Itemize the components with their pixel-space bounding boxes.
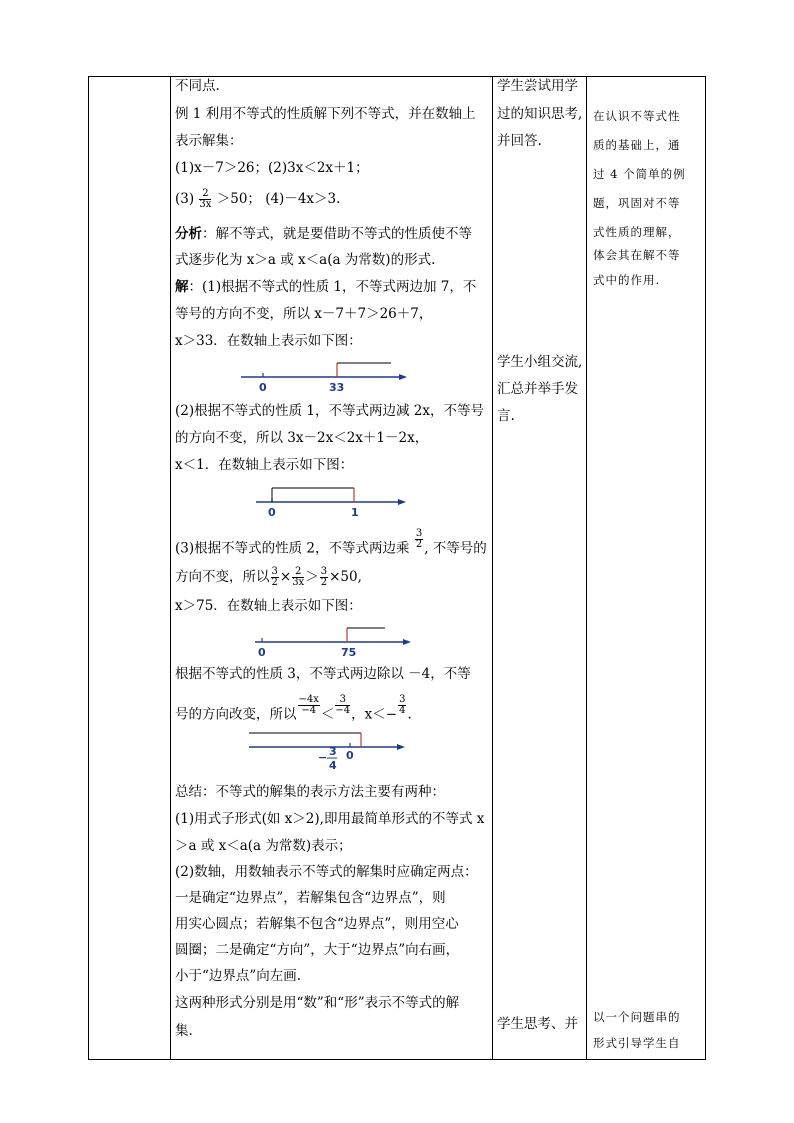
text-line: 用实心圆点；若解集不包含“边界点”，则用空心: [175, 916, 459, 932]
activity-line: 并回答.: [497, 133, 542, 149]
text-line: 一是确定“边界点”，若解集包含“边界点”，则: [175, 890, 446, 906]
fraction-numerator: 3: [399, 694, 406, 705]
boundary-label: 1: [351, 506, 359, 519]
text-part: 号的方向改变，所以: [175, 706, 297, 723]
text-part: 方向不变，所以: [175, 569, 270, 585]
text-line: x＞75．在数轴上表示如下图：: [175, 598, 362, 614]
text-line: 根据不等式的性质 3，不等式两边除以 －4，不等: [175, 666, 471, 682]
axis-arrow: [397, 744, 405, 750]
note-line: 题，巩固对不等: [593, 196, 681, 210]
note-line: 以一个问题串的: [593, 1010, 681, 1024]
zero-label: 0: [346, 749, 354, 762]
note-line: 式中的作用.: [593, 273, 661, 287]
text-part: ：解不等式，就是要借助不等式的性质使不等: [202, 226, 472, 242]
fraction: [415, 529, 423, 550]
fraction-denominator: 2: [320, 577, 328, 588]
number-line-1: [241, 359, 411, 399]
axis-arrow: [398, 499, 406, 505]
text-line: [175, 695, 491, 724]
inequality-list: (1)x－7＞26；(2)3x＜2x＋1；: [175, 160, 369, 176]
activity-line: 过的知识思考,: [497, 106, 583, 122]
fraction-denominator: −4: [335, 705, 351, 716]
axis-arrow: [403, 639, 411, 645]
text-part: ×50,: [329, 569, 362, 585]
text-line: x＞33．在数轴上表示如下图：: [175, 333, 362, 349]
fraction-denominator: −4: [301, 705, 317, 716]
number-line-4: [249, 729, 419, 775]
fraction-numerator: 3: [320, 566, 328, 577]
note-line: 过 4 个简单的例: [593, 167, 686, 181]
text-line: (1)用式子形式(如 x＞2),即用最简单形式的不等式 x: [175, 811, 485, 827]
activity-line: 学生尝试用学: [497, 78, 578, 94]
solution-label: 解: [175, 279, 189, 295]
text-line: [175, 529, 491, 558]
fraction-numerator: −4x: [298, 694, 319, 705]
text-line: 表示解集：: [175, 133, 243, 149]
solution-line: [175, 278, 491, 296]
design-notes-column: [587, 77, 707, 1059]
boundary-numerator: 3: [329, 745, 337, 758]
text-line: (2)数轴，用数轴表示不等式的解集时应确定两点：: [175, 864, 478, 880]
fraction-numerator: 2: [292, 567, 304, 578]
text-line: ＞a 或 x＜a(a 为常数)表示；: [175, 838, 352, 854]
axis-arrow: [399, 374, 407, 380]
fraction: [199, 189, 211, 210]
fraction: [298, 695, 320, 716]
text-part: .: [407, 706, 412, 723]
fraction-numerator: 3: [335, 695, 350, 706]
fraction-numerator: 2: [199, 189, 211, 200]
analysis-line: [175, 225, 491, 243]
text-line: 不同点.: [175, 78, 220, 94]
fraction: [398, 695, 406, 716]
fraction-denominator: 4: [399, 705, 406, 716]
text-line: 这两种形式分别是用“数”和“形”表示不等式的解: [175, 995, 460, 1011]
text-line: 圆圈；二是确定“方向”，大于“边界点”向右画，: [175, 942, 460, 958]
teaching-content-column: [171, 77, 493, 1059]
fraction-numerator: 3: [415, 528, 423, 539]
analysis-label: 分析: [175, 226, 202, 242]
zero-label: 0: [268, 506, 276, 519]
text-part: ＞: [305, 569, 319, 585]
note-line: 质的基础上，通: [593, 138, 681, 152]
text-part: , 不等号的: [424, 540, 487, 557]
summary-heading: 总结：不等式的解集的表示方法主要有两种：: [175, 784, 445, 800]
activity-line: 汇总并举手发: [497, 381, 578, 397]
fraction-denominator: 3x: [292, 577, 305, 588]
student-activity-column: [493, 77, 587, 1059]
boundary-label: 33: [329, 381, 345, 394]
text-line: [175, 567, 491, 588]
text-line: 等号的方向不变，所以 x－7＋7＞26＋7，: [175, 306, 433, 322]
fraction-denominator: 2: [271, 577, 278, 588]
number-line-3: [255, 622, 420, 662]
note-line: 形式引导学生自: [593, 1036, 681, 1050]
boundary-label: 75: [341, 646, 357, 659]
activity-line: 学生小组交流,: [497, 354, 583, 370]
text-line: 的方向不变，所以 3x－2x＜2x＋1－2x，: [175, 430, 429, 446]
inequality-list-2: [175, 189, 491, 210]
text-part: ×: [279, 569, 292, 585]
text-line: 集.: [175, 1023, 193, 1039]
text-line: (2)根据不等式的性质 1，不等式两边减 2x，不等号: [175, 403, 484, 419]
text-line: 小于“边界点”向左画.: [175, 968, 302, 984]
fraction: [335, 695, 350, 716]
text-part: ：(1)根据不等式的性质 1，不等式两边加 7，不: [188, 279, 477, 295]
activity-line: 言.: [497, 408, 515, 424]
text-part: (3): [175, 191, 195, 207]
fraction: [320, 567, 328, 588]
negative-sign: −: [318, 751, 328, 764]
fraction-denominator: 2: [415, 539, 423, 550]
example-heading: 例 1 利用不等式的性质解下列不等式，并在数轴上: [175, 106, 476, 122]
number-line-2: [256, 482, 416, 522]
note-line: 在认识不等式性: [593, 109, 681, 123]
text-part: ＜: [320, 706, 335, 723]
lesson-table: [88, 76, 706, 1060]
text-part: ＞50； (4)－4x＞3.: [216, 191, 341, 207]
fraction-numerator: 3: [271, 566, 278, 577]
note-line: 式性质的理解，: [593, 225, 681, 239]
note-line: 体会其在解不等: [593, 248, 681, 262]
text-line: 式逐步化为 x＞a 或 x＜a(a 为常数)的形式.: [175, 252, 436, 268]
text-part: ，x＜−: [351, 706, 398, 723]
text-line: x＜1．在数轴上表示如下图：: [175, 457, 354, 473]
activity-line: 学生思考、并: [497, 1016, 578, 1032]
boundary-denominator: 4: [329, 759, 337, 772]
text-part: (3)根据不等式的性质 2，不等式两边乘: [175, 540, 410, 557]
zero-label: 0: [258, 646, 266, 659]
fraction: [292, 567, 304, 588]
fraction-denominator: 3x: [199, 199, 212, 210]
zero-label: 0: [259, 381, 267, 394]
fraction: [271, 567, 279, 588]
